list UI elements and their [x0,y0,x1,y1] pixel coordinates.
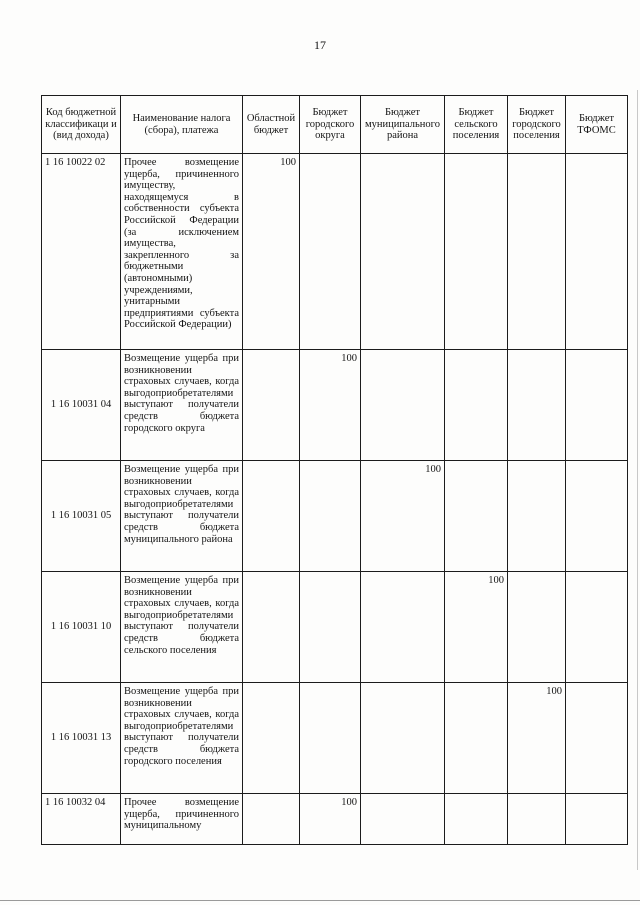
cell-regional [243,461,300,572]
table-row [42,572,628,683]
row-code: 1 16 10031 05 [42,461,121,572]
cell-urban-settlement [508,461,566,572]
cell-regional [243,572,300,683]
cell-regional [243,794,300,845]
table-row [42,461,628,572]
cell-urban-settlement [508,794,566,845]
cell-urban-settlement [508,572,566,683]
header-urban-settlement-budget: Бюджет городского поселения [508,96,566,154]
row-name: Возмещение ущерба при возникновении страховых случаев, когда выгодоприобретателями выступают получатели средств бюджета сельского поселения [121,572,243,683]
row-code: 1 16 10022 02 [42,154,121,350]
row-code: 1 16 10031 04 [42,350,121,461]
cell-regional: 100 [243,154,300,350]
cell-tfoms [566,572,628,683]
page-number: 17 [314,38,326,52]
cell-rural-settlement [445,683,508,794]
cell-municipal-district [361,683,445,794]
cell-municipal-district: 100 [361,461,445,572]
cell-tfoms [566,461,628,572]
cell-rural-settlement [445,154,508,350]
cell-city-district [300,461,361,572]
cell-municipal-district [361,794,445,845]
cell-regional [243,683,300,794]
scan-bottom-line [0,900,640,901]
table-header-row [42,96,628,154]
cell-urban-settlement [508,350,566,461]
header-rural-settlement-budget: Бюджет сельского поселения [445,96,508,154]
cell-tfoms [566,350,628,461]
table-row [42,154,628,350]
cell-municipal-district [361,572,445,683]
table-row [42,794,628,845]
row-code: 1 16 10031 10 [42,572,121,683]
header-code: Код бюджетной классификаци и (вид дохода) [42,96,121,154]
cell-urban-settlement [508,154,566,350]
header-city-district-budget: Бюджет городского округа [300,96,361,154]
cell-rural-settlement: 100 [445,572,508,683]
row-name: Возмещение ущерба при возникновении страховых случаев, когда выгодоприобретателями выступают получатели средств бюджета городского поселения [121,683,243,794]
cell-city-district [300,683,361,794]
row-name: Прочее возмещение ущерба, причиненного имуществу, находящемуся в собственности субъекта Российской Федерации (за исключением имущества, закрепленного за бюджетными (автономными) учреждениями, унитарными предприятиями субъекта Российской Федерации) [121,154,243,350]
cell-urban-settlement: 100 [508,683,566,794]
revenue-distribution-table [41,95,628,845]
cell-rural-settlement [445,350,508,461]
table-row [42,683,628,794]
cell-tfoms [566,683,628,794]
cell-rural-settlement [445,794,508,845]
cell-city-district [300,572,361,683]
cell-municipal-district [361,154,445,350]
cell-city-district: 100 [300,350,361,461]
cell-city-district: 100 [300,794,361,845]
header-regional-budget: Областной бюджет [243,96,300,154]
cell-tfoms [566,154,628,350]
header-tfoms-budget: Бюджет ТФОМС [566,96,628,154]
cell-rural-settlement [445,461,508,572]
row-code: 1 16 10032 04 [42,794,121,845]
table-row [42,350,628,461]
cell-municipal-district [361,350,445,461]
row-code: 1 16 10031 13 [42,683,121,794]
row-name: Прочее возмещение ущерба, причиненного муниципальному [121,794,243,845]
cell-tfoms [566,794,628,845]
row-name: Возмещение ущерба при возникновении страховых случаев, когда выгодоприобретателями выступают получатели средств бюджета муниципального района [121,461,243,572]
header-tax-name: Наименование налога (сбора), платежа [121,96,243,154]
cell-city-district [300,154,361,350]
row-name: Возмещение ущерба при возникновении страховых случаев, когда выгодоприобретателями выступают получатели средств бюджета городского округа [121,350,243,461]
cell-regional [243,350,300,461]
scan-edge-line [637,90,638,870]
header-municipal-district-budget: Бюджет муниципального района [361,96,445,154]
